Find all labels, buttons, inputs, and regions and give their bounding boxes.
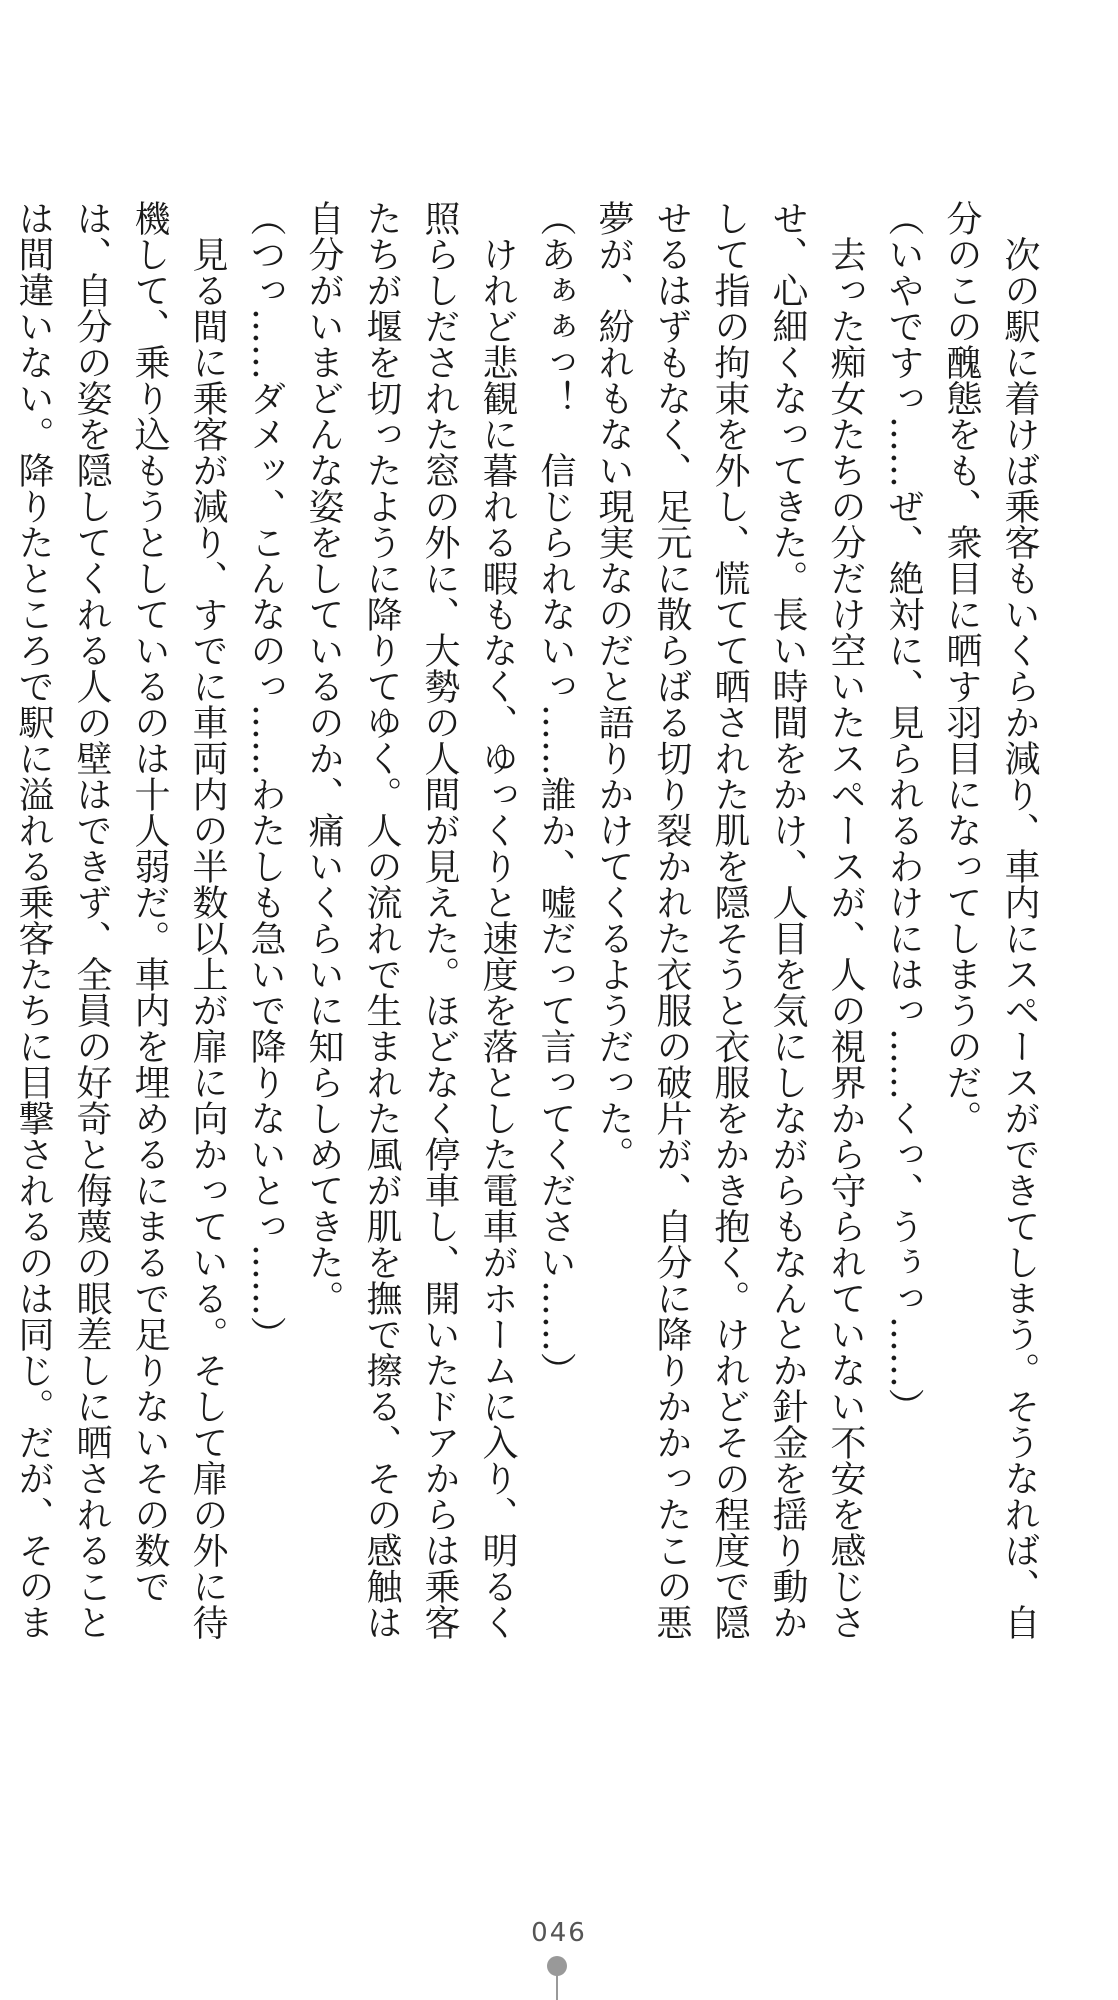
dialogue-paragraph: （あぁぁっ！ 信じられないっ……誰か、嘘だって言ってください……） xyxy=(535,200,576,1388)
paragraph: 見る間に乗客が減り、すでに車両内の半数以上が扉に向かっている。そして扉の外に待機して、乗り込もうとしているのは十人弱だ。車内を埋めるにまるで足りないその数では、自分の姿を隠してくれる人の壁はできず、全員の好奇と侮蔑の眼差しに晒されることは間違いない。降りたところで駅に溢れる乗客たちに目撃されるのは同じ。だが、そのま xyxy=(13,200,228,1640)
page-ornament-dot xyxy=(547,1956,567,1976)
paragraph: けれど悲観に暮れる暇もなく、ゆっくりと速度を落とした電車がホームに入り、明るく照らしだされた窓の外に、大勢の人間が見えた。ほどなく停車し、開いたドアからは乗客たちが堰を切ったように降りてゆく。人の流れで生まれた風が肌を撫で擦る、その感触は自分がいまどんな姿をしているのか、痛いくらいに知らしめてきた。 xyxy=(303,200,518,1640)
body-text xyxy=(13,200,1048,1640)
page-number: 046 xyxy=(531,1918,587,1948)
dialogue-paragraph: （いやですっ……ぜ、絶対に、見られるわけにはっ……くっ、うぅっ……） xyxy=(883,200,924,1424)
paragraph: 次の駅に着けば乗客もいくらか減り、車内にスペースができてしまう。そうなれば、自分のこの醜態をも、衆目に晒す羽目になってしまうのだ。 xyxy=(941,200,1040,1640)
page-ornament-line xyxy=(556,1974,558,2000)
paragraph: 去った痴女たちの分だけ空いたスペースが、人の視界から守られていない不安を感じさせ、心細くなってきた。長い時間をかけ、人目を気にしながらもなんとか針金を揺り動かして指の拘束を外し、慌てて晒された肌を隠そうと衣服をかき抱く。けれどその程度で隠せるはずもなく、足元に散らばる切り裂かれた衣服の破片が、自分に降りかかったこの悪夢が、紛れもない現実なのだと語りかけてくるようだった。 xyxy=(593,200,866,1640)
dialogue-paragraph: （つっ……ダメッ、こんなのっ……わたしも急いで降りないとっ……） xyxy=(245,200,286,1352)
